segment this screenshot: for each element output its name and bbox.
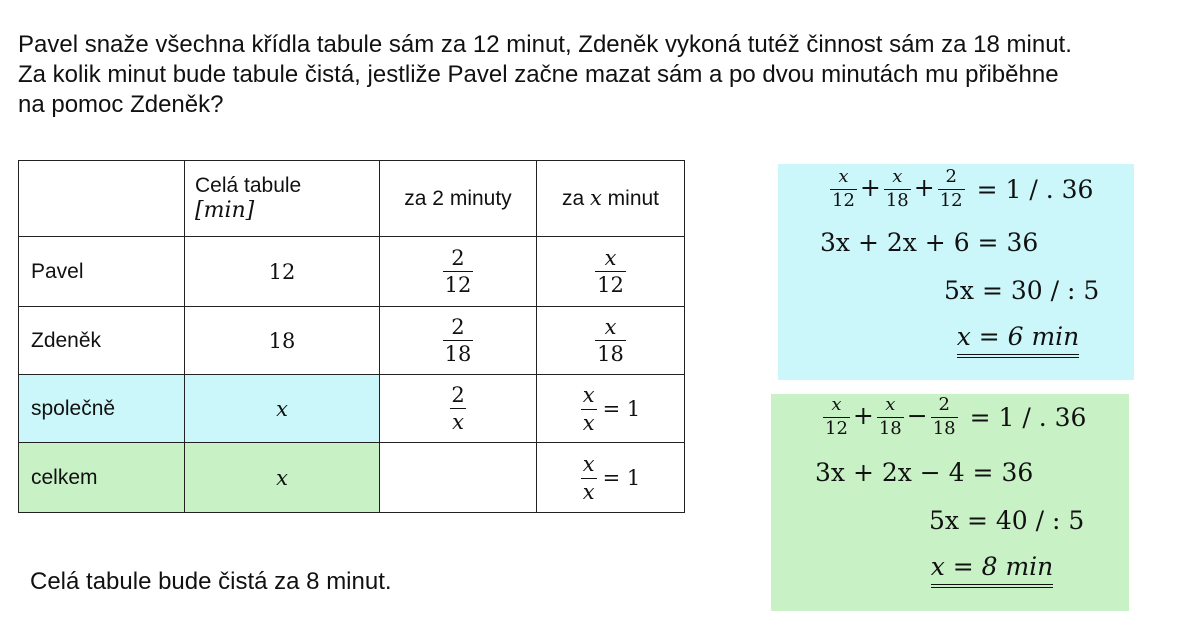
fraction-numerator: x [831, 394, 842, 415]
fraction [581, 453, 597, 502]
unit-text: [min] [195, 198, 255, 223]
fraction [443, 316, 474, 365]
fraction-denominator: 12 [825, 417, 848, 439]
row-label-zdenek: Zdeněk [19, 307, 185, 375]
fraction-numerator: 2 [451, 245, 465, 270]
fraction [581, 384, 597, 433]
table-row [19, 375, 685, 443]
cell-two-together [380, 375, 537, 443]
work-rate-table [18, 160, 685, 513]
equation-rhs: = 1 / . 36 [969, 402, 1087, 432]
equation-line-3: 5x = 30 / : 5 [944, 276, 1100, 305]
solution-box-together [778, 164, 1134, 380]
table-row [19, 237, 685, 307]
problem-line-2: Za kolik minut bude tabule čistá, jestliže Pavel začne mazat sám a po dvou minutách mu přiběhne [18, 61, 1059, 88]
fraction [938, 168, 965, 211]
header-whole-board-text: Celá tabule [195, 174, 302, 197]
fraction-denominator: x [582, 479, 595, 504]
fraction-denominator: 18 [597, 342, 624, 366]
fraction [830, 168, 857, 211]
cell-x-pavel [537, 237, 685, 307]
fraction [823, 396, 850, 439]
fraction-numerator: x [582, 452, 595, 477]
fraction [595, 247, 626, 296]
fraction-denominator: 18 [885, 189, 909, 211]
fraction [595, 316, 626, 365]
fraction [443, 247, 474, 296]
cell-whole-total: x [185, 443, 380, 513]
header-two-minutes: za 2 minuty [380, 161, 537, 237]
fraction-numerator: x [885, 394, 896, 415]
operator: + [913, 172, 935, 202]
equation-line-2: 3x + 2x − 4 = 36 [815, 458, 1034, 487]
equation-line-2: 3x + 2x + 6 = 36 [820, 228, 1039, 257]
operator: + [859, 172, 881, 202]
cell-whole-pavel: 12 [185, 237, 380, 307]
table-row [19, 307, 685, 375]
equation-line-1 [823, 396, 1086, 439]
result-line [928, 322, 1108, 351]
equation [581, 384, 640, 433]
operator: + [852, 400, 874, 430]
fraction-numerator: 2 [451, 382, 465, 407]
cell-two-zdenek [380, 307, 537, 375]
cell-whole-together: x [185, 375, 380, 443]
fraction-numerator: x [604, 245, 617, 270]
fraction [931, 396, 958, 439]
fraction-denominator: 12 [939, 189, 963, 211]
fraction-denominator: x [582, 410, 595, 435]
cell-x-zdenek [537, 307, 685, 375]
equation-rhs: = 1 / . 36 [976, 174, 1094, 204]
result-text: x = 8 min [931, 552, 1054, 588]
table-header-row [19, 161, 685, 237]
problem-line-3: na pomoc Zdeněk? [18, 91, 224, 118]
solution-box-total [771, 394, 1129, 611]
equation-line-3: 5x = 40 / : 5 [929, 506, 1085, 535]
fraction-numerator: 2 [938, 394, 950, 415]
header-x-var: x [589, 186, 602, 210]
fraction-denominator: 18 [444, 342, 472, 366]
cell-x-total [537, 443, 685, 513]
cell-two-pavel [380, 237, 537, 307]
row-label-total: celkem [19, 443, 185, 513]
fraction-denominator: 12 [444, 273, 472, 297]
header-whole-board-unit [195, 198, 379, 223]
header-whole-board [185, 161, 380, 237]
fraction-numerator: 2 [945, 166, 957, 187]
header-x-suffix: minut [601, 187, 660, 210]
problem-statement [18, 30, 1188, 120]
cell-whole-zdenek: 18 [185, 307, 380, 375]
fraction-denominator: 18 [878, 417, 902, 439]
fraction-numerator: x [838, 166, 849, 187]
fraction-numerator: x [582, 383, 595, 408]
fraction-numerator: x [604, 314, 617, 339]
equals-one: = 1 [602, 466, 641, 490]
fraction [884, 168, 911, 211]
fraction [877, 396, 904, 439]
row-label-pavel: Pavel [19, 237, 185, 307]
final-answer: Celá tabule bude čistá za 8 minut. [30, 568, 392, 595]
row-label-together: společně [19, 375, 185, 443]
cell-two-total-empty [380, 443, 537, 513]
operator: − [906, 400, 928, 430]
header-x-minutes [537, 161, 685, 237]
fraction [449, 384, 466, 433]
cell-x-together [537, 375, 685, 443]
problem-line-1: Pavel snaže všechna křídla tabule sám za 12 minut, Zdeněk vykoná tutéž činnost sám za 18 minut. [18, 31, 1072, 58]
header-empty-cell [19, 161, 185, 237]
fraction-denominator: 12 [832, 189, 855, 211]
equation [581, 453, 640, 502]
fraction-denominator: 18 [932, 417, 956, 439]
fraction-numerator: x [892, 166, 903, 187]
fraction-numerator: 2 [451, 314, 465, 339]
table-row [19, 443, 685, 513]
header-x-prefix: za [561, 187, 590, 210]
result-text: x = 6 min [957, 322, 1080, 358]
equals-one: = 1 [602, 397, 641, 421]
fraction-denominator: 12 [597, 273, 624, 297]
fraction-denominator: x [452, 410, 464, 434]
equation-line-1 [830, 168, 1093, 211]
result-line [899, 552, 1085, 581]
